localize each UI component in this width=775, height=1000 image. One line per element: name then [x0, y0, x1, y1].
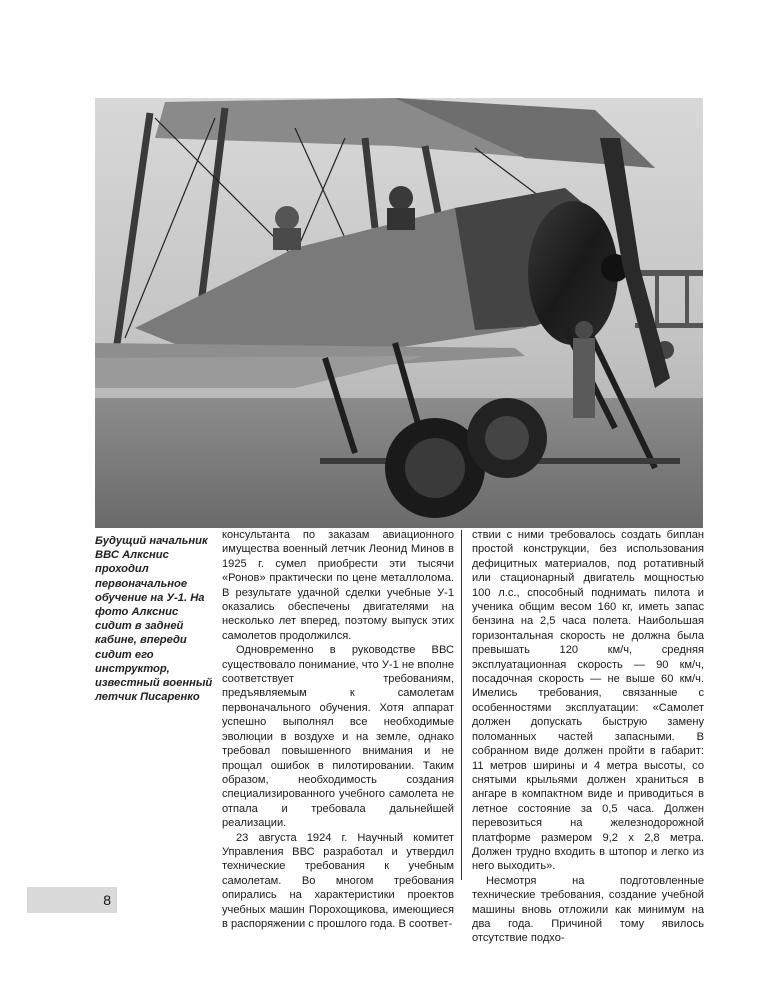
page-number: 8 — [103, 892, 111, 908]
biplane-photo — [95, 98, 703, 528]
photo-caption: Будущий начальник ВВС Алкснис проходил первоначальное обучение на У-1. На фото Алкснис сидит в задней кабине, впереди сидит его инструктор, известный военный летчик Писаренко — [95, 535, 213, 704]
text-column-1 — [222, 528, 454, 931]
page-number-tab — [27, 887, 117, 913]
paragraph: Несмотря на подготовленные технические требования, создание учебной машины вновь отложили как минимум на два года. Причиной тому явилось отсутствие подхо- — [472, 874, 704, 945]
column-divider — [461, 530, 462, 880]
paragraph: консультанта по заказам авиационного имущества военный летчик Леонид Минов в 1925 г. сумел приобрести эти тысячи «Ронов» практически по цене металлолома. В результате удачной сделки учебные У-1 оказались обеспечены двигателями на несколько лет вперед, поэтому выпуск этих самолетов продолжился. — [222, 529, 454, 642]
biplane-illustration — [95, 98, 703, 528]
paragraph: ствии с ними требовалось создать биплан простой конструкции, без использования дефицитных материалов, под ротативный или стационарный двигатель мощностью 100 л.с., способный поднимать пилота и ученика общим весом 160 кг, иметь запас бензина на 2,5 часа полета. Наибольшая горизонтальная скорость не должна была превышать 120 км/ч, средняя эксплуатационная скорость — 90 км/ч, посадочная скорость — не выше 60 км/ч. Имелись требования, связанные с особенностями эксплуатации: «Самолет должен допускать быструю замену поломанных частей запасными. В собранном виде должен пройти в габарит: 11 метров ширины и 4 метра высоты, со снятыми крыльями должен храниться в ангаре в компактном виде и приводиться в летное состояние за 0,5 часа. Должен перевозиться на железнодорожной платформе размером 9,2 х 2,8 метра. Должен трудно входить в штопор и легко из него выходить». — [472, 529, 704, 873]
paragraph: Одновременно в руководстве ВВС существовало понимание, что У-1 не вполне соответствует требованиям, предъявляемым к самолетам первоначального обучения. Хотя аппарат успешно выполнял все необходимые эволюции в воздухе и на земле, однако требовал повышенного внимания и не прощал ошибок в пилотировании. Таким образом, необходимость создания специализированного учебного самолета не отпала и требовала дальнейшей реализации. — [222, 644, 454, 830]
text-column-2 — [472, 528, 704, 946]
paragraph: 23 августа 1924 г. Научный комитет Управления ВВС разработал и утвердил технические требования к учебным самолетам. Во многом требования опирались на характеристики проектов учебных машин Порохощикова, имеющиеся в распоряжении с прошлого года. В соответ- — [222, 831, 454, 930]
